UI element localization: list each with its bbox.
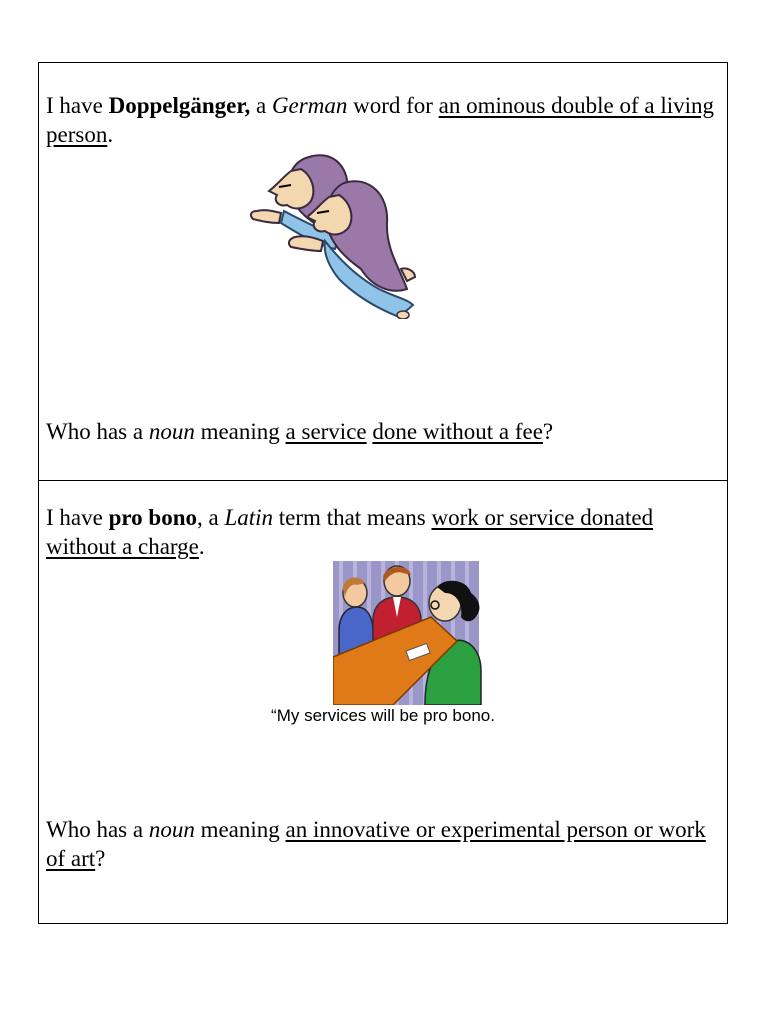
question-end: ? (95, 846, 106, 871)
card-question-text (46, 417, 722, 446)
vocab-term: Doppelgänger, (108, 93, 251, 118)
vocab-card-doppelganger (38, 62, 728, 481)
intro-end: . (198, 534, 205, 559)
intro-connector: , a (197, 505, 225, 530)
term-definition: an ominous double of a living person (46, 93, 714, 147)
intro-prefix: I have (46, 505, 109, 530)
question-prefix: Who has a (46, 817, 149, 842)
twin-figures-clipart (239, 149, 419, 319)
intro-end: . (107, 122, 114, 147)
meeting-clipart (333, 561, 493, 705)
question-connector: meaning (194, 817, 286, 842)
intro-prefix: I have (46, 93, 109, 118)
image-caption: “My services will be pro bono. (271, 706, 495, 725)
question-definition-part-2: done without a fee (372, 419, 543, 444)
card-question-text (46, 815, 722, 873)
term-definition: work or service donated without a charge (46, 505, 654, 559)
part-of-speech: noun (148, 419, 195, 444)
vocab-term: pro bono (108, 505, 197, 530)
intro-connector-2: word for (347, 93, 439, 118)
question-definition: an innovative or experimental person or work of art (46, 817, 706, 871)
intro-connector: a (250, 93, 272, 118)
question-end: ? (542, 419, 554, 444)
term-language: German (271, 93, 348, 118)
part-of-speech: noun (148, 817, 195, 842)
vocab-card-pro-bono (38, 480, 728, 924)
intro-connector-2: term that means (273, 505, 432, 530)
term-language: Latin (224, 505, 274, 530)
question-definition-part-1: a service (285, 419, 367, 444)
card-intro-text (46, 503, 722, 561)
question-connector: meaning (194, 419, 286, 444)
question-prefix: Who has a (46, 419, 149, 444)
card-intro-text (46, 91, 722, 149)
